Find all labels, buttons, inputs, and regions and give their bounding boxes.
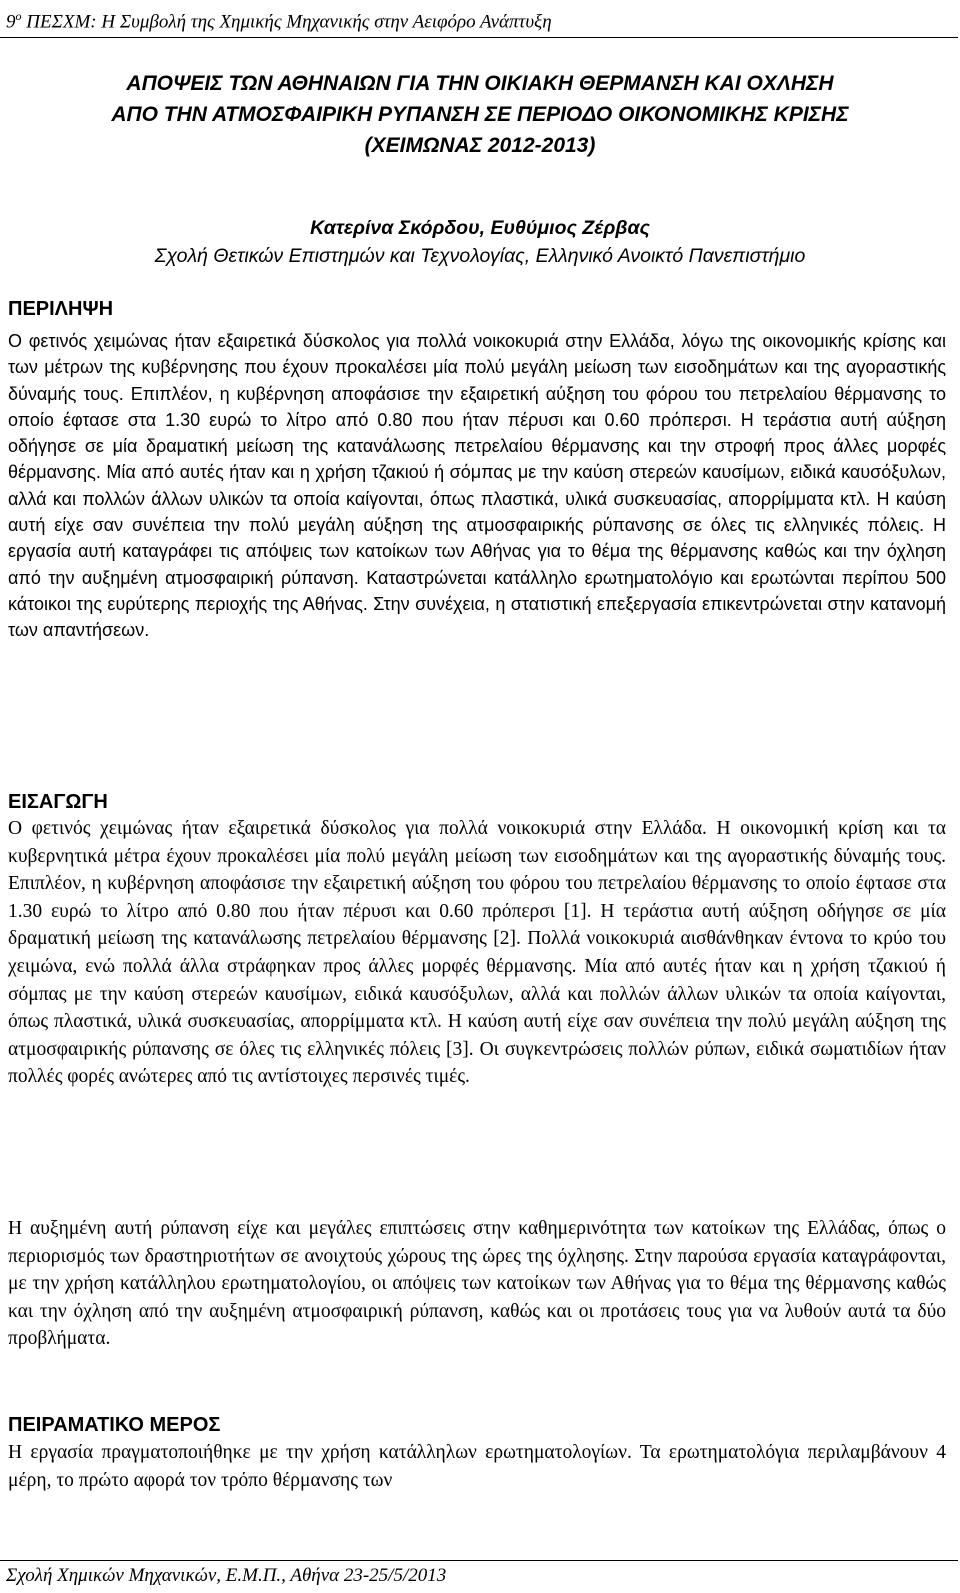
author-affiliation: Σχολή Θετικών Επιστημών και Τεχνολογίας, Ελληνικό Ανοικτό Πανεπιστήμιο [154,245,806,267]
title-line: (ΧΕΙΜΩΝΑΣ 2012-2013) [364,134,596,157]
conference-title: ΠΕΣΧΜ: Η Συμβολή της Χημικής Μηχανικής στην Αειφόρο Ανάπτυξη [21,11,552,33]
paper-title [0,68,960,161]
introduction-paragraph-1: Ο φετινός χειμώνας ήταν εξαιρετικά δύσκολος για πολλά νοικοκυριά στην Ελλάδα. Η οικονομική κρίση και τα κυβερνητικά μέτρα έχουν προκαλέσει μία πολύ μεγάλη μείωση των εισοδημάτων και της αγοραστικής δύναμής τους. Επιπλέον, η κυβέρνηση αποφάσισε την εξαιρετική αύξηση του φόρου του πετρελαίου θέρμανσης το οποίο έφτασε στα 1.30 ευρώ το λίτρο από 0.80 που ήταν πέρυσι και 0.60 πρόπερσι [1]. Η τεράστια αυτή αύξηση οδήγησε σε μία δραματική μείωση της κατανάλωσης πετρελαίου θέρμανσης [2]. Πολλά νοικοκυριά αισθάνθηκαν έντονα το κρύο του χειμώνα, ενώ πολλά άλλα στράφηκαν προς άλλες μορφές θέρμανσης. Μία από αυτές ήταν και η χρήση τζακιού ή σόμπας με την καύση στερεών καυσίμων, ειδικά καυσόξυλων, αλλά και πολλών άλλων υλικών τα οποία καίγονται, όπως πλαστικά, υλικά συσκευασίας, απορρίμματα κτλ. Η καύση αυτή είχε σαν συνέπεια την πολύ μεγάλη αύξηση της ατμοσφαιρικής ρύπανσης σε όλες τις ελληνικές πόλεις [3]. Οι συγκεντρώσεις πολλών ρύπων, ειδικά σωματιδίων ήταν πολλές φορές ανώτερες από τις αντίστοιχες περσινές τιμές. [8,818,946,1088]
title-line: ΑΠΟΨΕΙΣ ΤΩΝ ΑΘΗΝΑΙΩΝ ΓΙΑ ΤΗΝ ΟΙΚΙΑΚΗ ΘΕΡΜΑΝΣΗ ΚΑΙ ΟΧΛΗΣΗ [126,72,834,95]
title-line: ΑΠΟ ΤΗΝ ΑΤΜΟΣΦΑΙΡΙΚΗ ΡΥΠΑΝΣΗ ΣΕ ΠΕΡΙΟΔΟ ΟΙΚΟΝΟΜΙΚΗΣ ΚΡΙΣΗΣ [111,103,849,126]
conference-ordinal: 9 [6,11,16,33]
experimental-paragraph: Η εργασία πραγματοποιήθηκε με την χρήση κατάλληλων ερωτηματολογίων. Τα ερωτηματολόγια περιλαμβάνουν 4 μέρη, το πρώτο αφορά τον τρόπο θέρμανσης των [8,1442,946,1491]
author-names: Κατερίνα Σκόρδου, Ευθύμιος Ζέρβας [310,217,650,239]
ordinal-superscript: ο [15,9,22,23]
running-header [0,4,958,38]
abstract-heading: ΠΕΡΙΛΗΨΗ [8,298,114,320]
experimental-heading: ΠΕΙΡΑΜΑΤΙΚΟ ΜΕΡΟΣ [8,1414,221,1436]
introduction-paragraph-2: Η αυξημένη αυτή ρύπανση είχε και μεγάλες επιπτώσεις στην καθημερινότητα των κατοίκων της Ελλάδας, όπως ο περιορισμός των δραστηριοτήτων σε ανοιχτούς χώρους της ώρες της όχλησης. Στην παρούσα εργασία καταγράφονται, με την χρήση κατάλληλου ερωτηματολογίου, οι απόψεις των κατοίκων των Αθήνας για το θέμα της θέρμανσης καθώς και την όχληση από την αυξημένη ατμοσφαιρική ρύπανση, καθώς και οι προτάσεις τους για να λυθούν αυτά τα δύο προβλήματα. [8,1218,946,1350]
abstract-text: Ο φετινός χειμώνας ήταν εξαιρετικά δύσκολος για πολλά νοικοκυριά στην Ελλάδα, λόγω της οικονομικής κρίσης και των μέτρων της κυβέρνησης που έχουν προκαλέσει μία πολύ μεγάλη μείωση των εισοδημάτων και της αγοραστικής δύναμής τους. Επιπλέον, η κυβέρνηση αποφάσισε την εξαιρετική αύξηση του φόρου του πετρελαίου θέρμανσης το οποίο έφτασε στα 1.30 ευρώ το λίτρο από 0.80 που ήταν πέρυσι και 0.60 πρόπερσι. Η τεράστια αυτή αύξηση οδήγησε σε μία δραματική μείωση της κατανάλωσης πετρελαίου θέρμανσης και την στροφή προς άλλες μορφές θέρμανσης. Μία από αυτές ήταν και η χρήση τζακιού ή σόμπας με την καύση στερεών καυσίμων, ειδικά καυσόξυλων, αλλά και πολλών άλλων υλικών τα οποία καίγονται, όπως πλαστικά, υλικά συσκευασίας, απορρίμματα κτλ. Η καύση αυτή είχε σαν συνέπεια την πολύ μεγάλη αύξηση της ατμοσφαιρικής ρύπανσης σε όλες τις ελληνικές πόλεις. Η εργασία αυτή καταγράφει τις απόψεις των κατοίκων των Αθήνας για το θέμα της θέρμανσης καθώς και την όχληση από την αυξημένη ατμοσφαιρική ρύπανση. Καταστρώνεται κατάλληλο ερωτηματολόγιο και ερωτώνται περίπου 500 κάτοικοι της ευρύτερης περιοχής της Αθήνας. Στην συνέχεια, η στατιστική επεξεργασία επικεντρώνεται στην κατανομή των απαντήσεων. [8,331,946,641]
running-footer: Σχολή Χημικών Μηχανικών, Ε.Μ.Π., Αθήνα 23-25/5/2013 [0,1560,958,1588]
author-block [0,214,960,270]
introduction-heading: ΕΙΣΑΓΩΓΗ [8,791,108,813]
